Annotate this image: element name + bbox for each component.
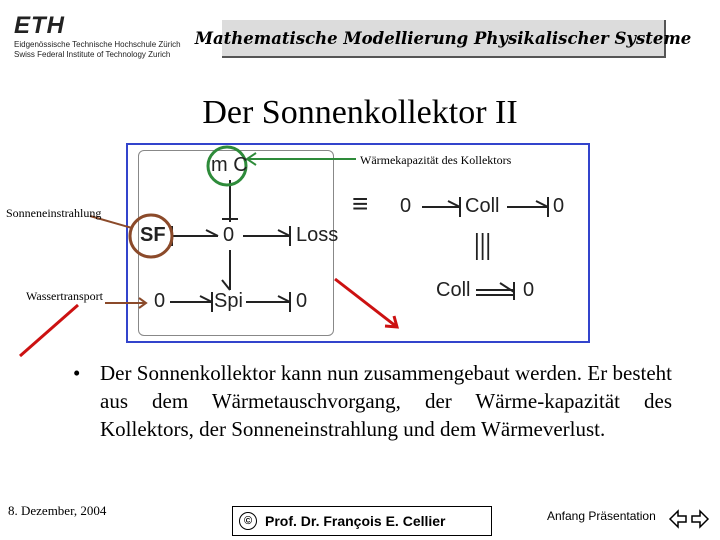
slide-title: Der Sonnenkollektor II — [202, 94, 518, 131]
node-coll-zero-left: 0 — [400, 195, 412, 217]
footer-author-box — [232, 506, 492, 536]
node-coll-zero-right: 0 — [553, 195, 565, 217]
bullet-text: Der Sonnenkollektor kann nun zusammengebaut werden. Er besteht aus dem Wärmetauschvorgang, der Wärme-kapazität des Kollektors, der Sonneneinstrahlung und dem Wärmeverlust. — [100, 361, 672, 441]
node-Spi: Spi — [214, 290, 243, 312]
node-zero-right: 0 — [296, 290, 308, 312]
node-zero-left: 0 — [154, 290, 166, 312]
node-zero-center: 0 — [223, 224, 235, 246]
copyright-icon: © — [239, 512, 257, 530]
equivalence-sign: ≡ — [352, 188, 369, 219]
nav-back-icon[interactable] — [670, 511, 686, 527]
red-arrow-left — [20, 305, 78, 356]
node-SF: SF — [140, 224, 166, 246]
start-presentation-link[interactable]: Anfang Präsentation — [547, 509, 656, 523]
footer-author: Prof. Dr. François E. Cellier — [265, 513, 446, 529]
course-title: Mathematische Modellierung Physikalischer Systeme — [194, 28, 692, 48]
nav-forward-icon[interactable] — [692, 511, 708, 527]
footer-date: 8. Dezember, 2004 — [8, 503, 107, 518]
annotation-waermekapazitaet: Wärmekapazität des Kollektors — [360, 153, 512, 167]
bullet-marker: • — [73, 361, 81, 385]
node-Coll: Coll — [465, 195, 500, 217]
red-arrow-right — [335, 279, 397, 327]
node-mC: m C — [211, 154, 248, 176]
eth-logo: ETH — [14, 12, 65, 39]
node-Loss: Loss — [296, 224, 339, 246]
node-Coll-bottom: Coll — [436, 279, 471, 301]
annotation-sonneneinstrahlung: Sonneneinstrahlung — [6, 206, 102, 220]
annotation-wassertransport: Wassertransport — [26, 289, 104, 303]
eth-subtitle-line-2: Swiss Federal Institute of Technology Zurich — [14, 50, 171, 59]
node-coll-bottom-zero: 0 — [523, 279, 535, 301]
eth-subtitle-line-1: Eidgenössische Technische Hochschule Zürich — [14, 40, 181, 49]
parallel-sign: ||| — [474, 228, 492, 261]
nav-arrows — [668, 508, 710, 530]
